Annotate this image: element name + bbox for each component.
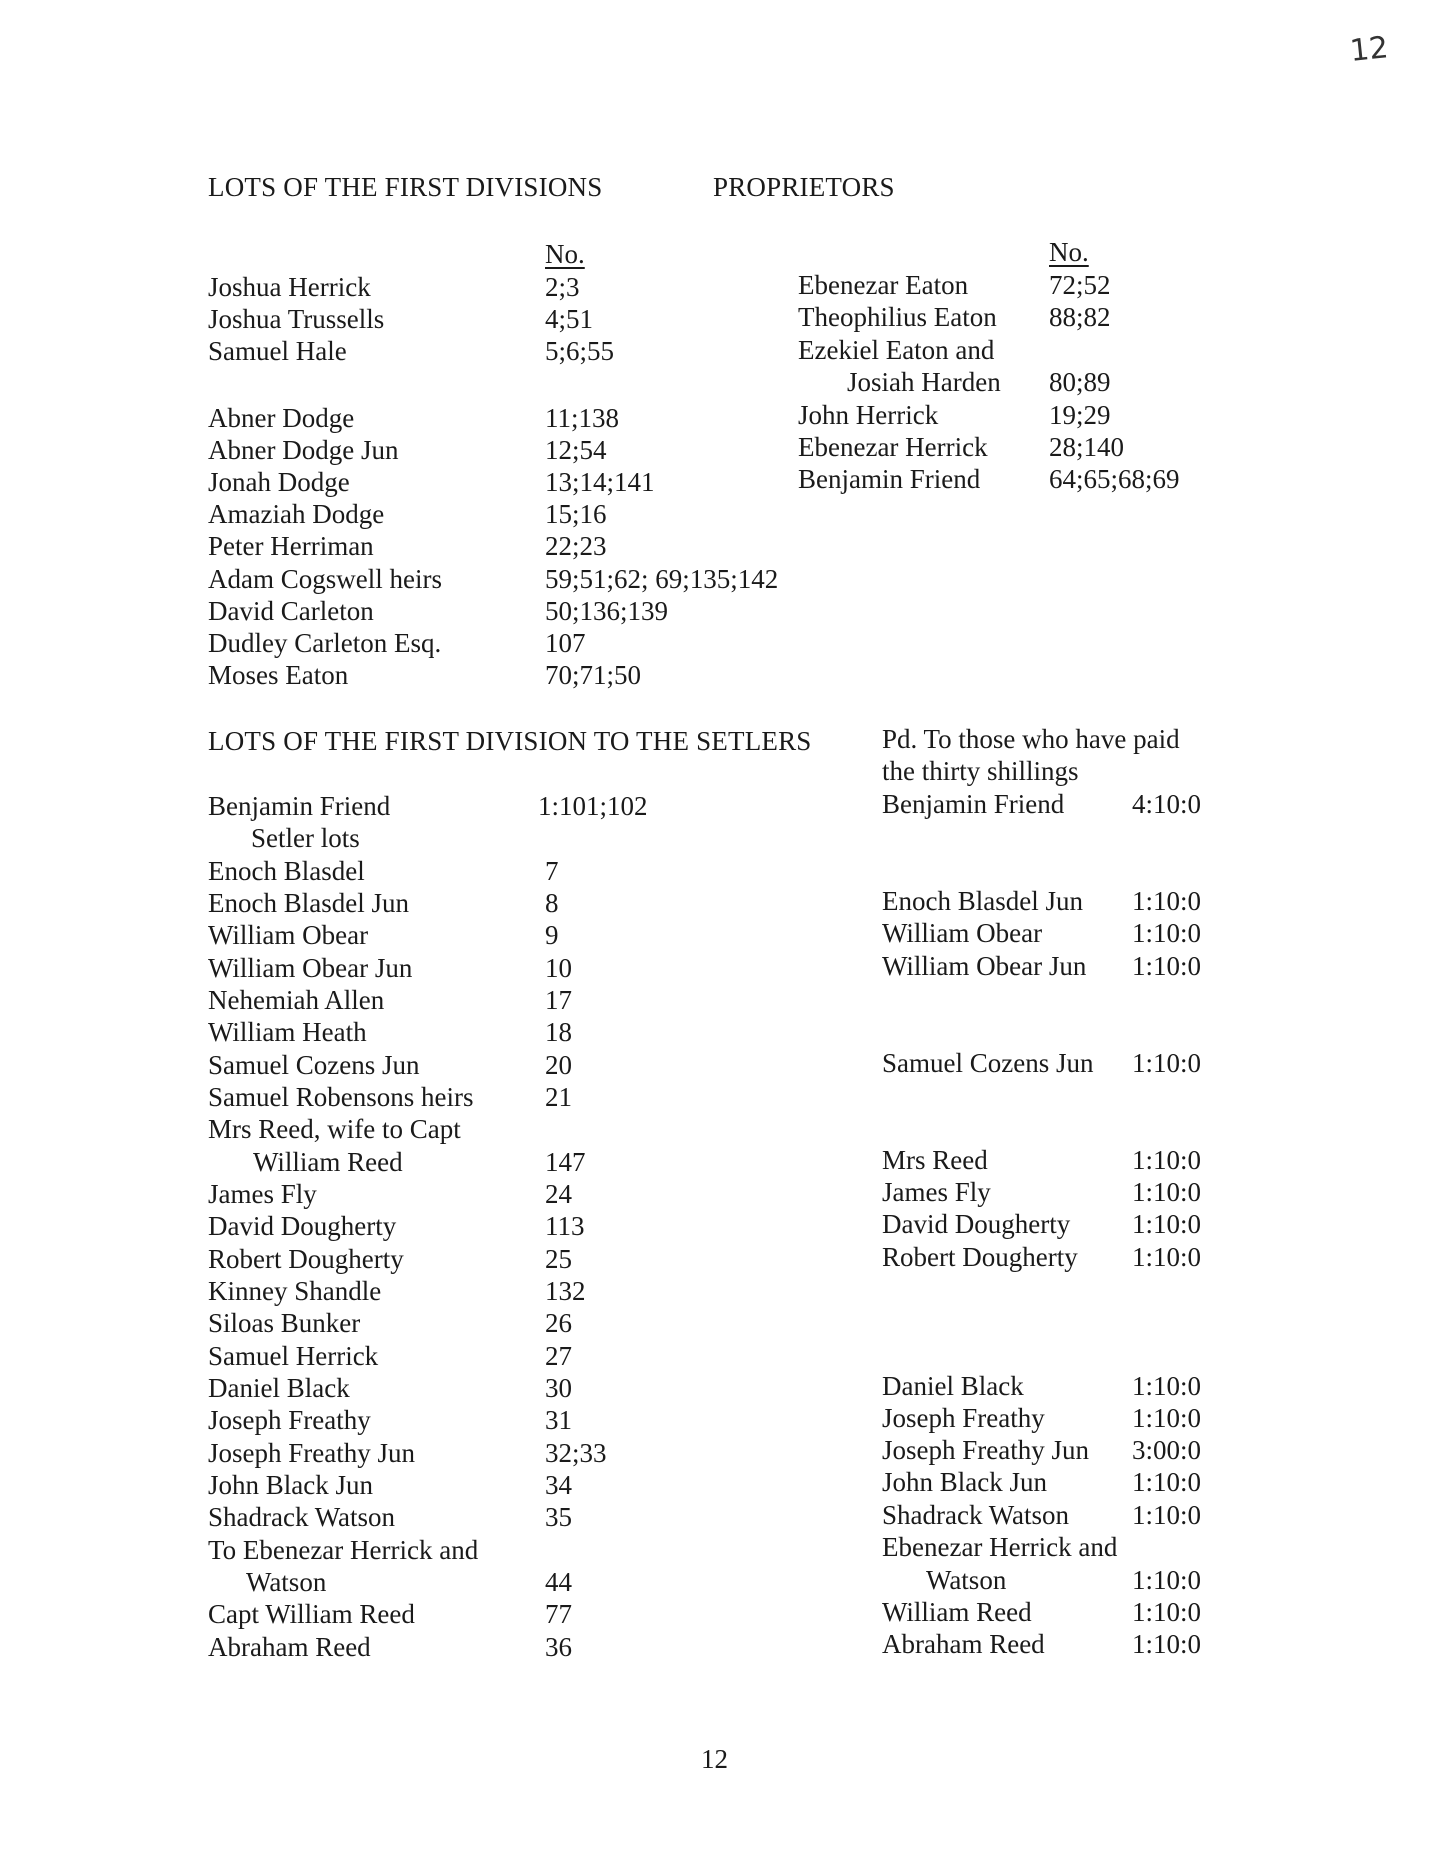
list-item-name: Amaziah Dodge: [208, 499, 385, 529]
list-item-name: Enoch Blasdel Jun: [208, 888, 409, 918]
list-item-name: Samuel Herrick: [208, 1341, 379, 1371]
list-item-no: 12;54: [545, 435, 607, 465]
list-item-name: Daniel Black: [208, 1373, 350, 1403]
list-item-name: Abner Dodge: [208, 403, 355, 433]
list-item-no: 5;6;55: [545, 336, 615, 366]
list-item-name: Shadrack Watson: [882, 1500, 1070, 1530]
list-item-no: 17: [545, 985, 572, 1015]
list-item-name: Peter Herriman: [208, 531, 374, 561]
section2-title: LOTS OF THE FIRST DIVISION TO THE SETLERS: [208, 726, 812, 756]
list-item-name: To Ebenezar Herrick and: [208, 1535, 479, 1565]
list-item-name: Dudley Carleton Esq.: [208, 628, 442, 658]
list-item-no: 2;3: [545, 272, 580, 302]
list-item-name: Robert Dougherty: [882, 1242, 1078, 1272]
list-item-name: Samuel Cozens Jun: [208, 1050, 420, 1080]
no-label-left: No.: [545, 239, 585, 269]
list-item-name: Joseph Freathy Jun: [208, 1438, 415, 1468]
list-item-no: 59;51;62; 69;135;142: [545, 564, 779, 594]
no-label-right: No.: [1049, 237, 1089, 267]
list-item-no: 70;71;50: [545, 660, 642, 690]
list-item-no: 9: [545, 920, 559, 950]
list-item-name: Setler lots: [251, 823, 360, 853]
list-item-no: 10: [545, 953, 572, 983]
list-item-name: Robert Dougherty: [208, 1244, 404, 1274]
list-item-name: Enoch Blasdel: [208, 856, 365, 886]
list-item-name: Capt William Reed: [208, 1599, 415, 1629]
list-item-name: Watson: [246, 1567, 327, 1597]
list-item-name: Benjamin Friend: [798, 464, 981, 494]
list-item-amount: 1:10:0: [1132, 1500, 1202, 1530]
list-item-no: 77: [545, 1599, 572, 1629]
list-item-amount: 1:10:0: [1132, 918, 1202, 948]
section1-title-proprietors: PROPRIETORS: [713, 172, 895, 202]
list-item-name: Jonah Dodge: [208, 467, 350, 497]
list-item-amount: 3:00:0: [1132, 1435, 1202, 1465]
list-item-name: Ebenezar Herrick: [798, 432, 988, 462]
list-item-no: 28;140: [1049, 432, 1125, 462]
list-item-no: 35: [545, 1502, 572, 1532]
list-item-no: 25: [545, 1244, 572, 1274]
list-item-amount: 1:10:0: [1132, 1145, 1202, 1175]
list-item-name: David Dougherty: [882, 1209, 1071, 1239]
list-item-no: 88;82: [1049, 302, 1111, 332]
list-item-name: William Obear: [882, 918, 1043, 948]
list-item-name: Samuel Robensons heirs: [208, 1082, 474, 1112]
list-item-no: 18: [545, 1017, 572, 1047]
list-item-no: 113: [545, 1211, 585, 1241]
list-item-no: 30: [545, 1373, 572, 1403]
list-item-name: James Fly: [208, 1179, 317, 1209]
list-item-name: Joshua Herrick: [208, 272, 371, 302]
list-item-no: 34: [545, 1470, 572, 1500]
list-item-name: Joseph Freathy: [882, 1403, 1045, 1433]
list-item-name: Joseph Freathy Jun: [882, 1435, 1089, 1465]
list-item-name: Adam Cogswell heirs: [208, 564, 442, 594]
list-item-name: James Fly: [882, 1177, 991, 1207]
list-item-no: 36: [545, 1632, 572, 1662]
list-item-amount: 1:10:0: [1132, 1597, 1202, 1627]
list-item-name: William Reed: [882, 1597, 1032, 1627]
list-item-name: William Obear Jun: [882, 951, 1087, 981]
list-item-name: Nehemiah Allen: [208, 985, 385, 1015]
list-item-amount: 1:10:0: [1132, 1209, 1202, 1239]
list-item-name: Shadrack Watson: [208, 1502, 396, 1532]
list-item-name: Theophilius Eaton: [798, 302, 997, 332]
list-item-name: Watson: [926, 1565, 1007, 1595]
list-item-no: 27: [545, 1341, 572, 1371]
list-item-no: 1:101;102: [538, 791, 648, 821]
list-item-name: David Carleton: [208, 596, 374, 626]
list-item-name: William Reed: [253, 1147, 403, 1177]
list-item-amount: 1:10:0: [1132, 1565, 1202, 1595]
list-item-name: Daniel Black: [882, 1371, 1024, 1401]
page-number: 12: [701, 1744, 728, 1774]
list-item-no: 19;29: [1049, 400, 1111, 430]
list-item-amount: 1:10:0: [1132, 1242, 1202, 1272]
list-item-no: 13;14;141: [545, 467, 655, 497]
paid-header-line2: the thirty shillings: [882, 756, 1079, 786]
list-item-name: Samuel Cozens Jun: [882, 1048, 1094, 1078]
handwritten-page-mark: 12: [1348, 30, 1390, 69]
list-item-name: Josiah Harden: [847, 367, 1001, 397]
list-item-amount: 1:10:0: [1132, 886, 1202, 916]
list-item-amount: 1:10:0: [1132, 1467, 1202, 1497]
list-item-amount: 1:10:0: [1132, 1371, 1202, 1401]
list-item-amount: 1:10:0: [1132, 1629, 1202, 1659]
list-item-no: 107: [545, 628, 586, 658]
list-item-no: 4;51: [545, 304, 594, 334]
list-item-no: 44: [545, 1567, 572, 1597]
list-item-amount: 1:10:0: [1132, 1403, 1202, 1433]
list-item-name: Abner Dodge Jun: [208, 435, 399, 465]
list-item-name: Ezekiel Eaton and: [798, 335, 995, 365]
list-item-no: 50;136;139: [545, 596, 669, 626]
list-item-amount: 1:10:0: [1132, 1048, 1202, 1078]
list-item-name: Moses Eaton: [208, 660, 349, 690]
list-item-name: Joseph Freathy: [208, 1405, 371, 1435]
list-item-no: 8: [545, 888, 559, 918]
list-item-no: 72;52: [1049, 270, 1111, 300]
list-item-name: Enoch Blasdel Jun: [882, 886, 1083, 916]
list-item-name: Ebenezar Eaton: [798, 270, 969, 300]
list-item-name: Mrs Reed, wife to Capt: [208, 1114, 461, 1144]
list-item-name: Joshua Trussells: [208, 304, 385, 334]
list-item-name: Samuel Hale: [208, 336, 347, 366]
list-item-no: 31: [545, 1405, 572, 1435]
list-item-amount: 1:10:0: [1132, 951, 1202, 981]
list-item-no: 11;138: [545, 403, 619, 433]
list-item-name: Abraham Reed: [208, 1632, 371, 1662]
list-item-amount: 4:10:0: [1132, 789, 1202, 819]
list-item-no: 21: [545, 1082, 572, 1112]
list-item-name: John Herrick: [798, 400, 939, 430]
list-item-name: David Dougherty: [208, 1211, 397, 1241]
list-item-no: 147: [545, 1147, 586, 1177]
list-item-name: Mrs Reed: [882, 1145, 988, 1175]
list-item-name: Siloas Bunker: [208, 1308, 361, 1338]
list-item-name: William Heath: [208, 1017, 367, 1047]
list-item-no: 20: [545, 1050, 572, 1080]
list-item-name: Benjamin Friend: [882, 789, 1065, 819]
list-item-name: John Black Jun: [208, 1470, 373, 1500]
list-item-no: 24: [545, 1179, 572, 1209]
paid-header-line1: Pd. To those who have paid: [882, 724, 1180, 754]
list-item-no: 80;89: [1049, 367, 1111, 397]
list-item-name: Ebenezar Herrick and: [882, 1532, 1118, 1562]
list-item-name: Kinney Shandle: [208, 1276, 382, 1306]
list-item-name: William Obear Jun: [208, 953, 413, 983]
list-item-no: 132: [545, 1276, 586, 1306]
list-item-no: 26: [545, 1308, 572, 1338]
section1-title: LOTS OF THE FIRST DIVISIONS: [208, 172, 603, 202]
list-item-no: 22;23: [545, 531, 607, 561]
list-item-name: Benjamin Friend: [208, 791, 391, 821]
list-item-name: William Obear: [208, 920, 369, 950]
list-item-no: 64;65;68;69: [1049, 464, 1180, 494]
list-item-no: 15;16: [545, 499, 607, 529]
list-item-no: 7: [545, 856, 559, 886]
list-item-name: Abraham Reed: [882, 1629, 1045, 1659]
list-item-name: John Black Jun: [882, 1467, 1047, 1497]
list-item-no: 32;33: [545, 1438, 607, 1468]
list-item-amount: 1:10:0: [1132, 1177, 1202, 1207]
